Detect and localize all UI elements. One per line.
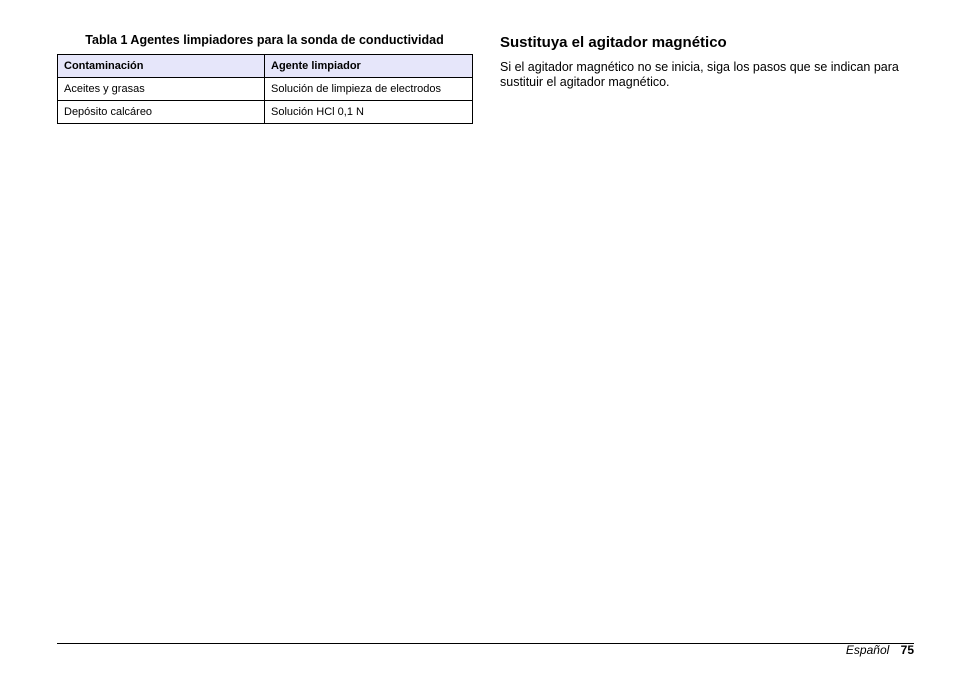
page-number: 75 — [900, 643, 914, 657]
table-cell-agent: Solución HCl 0,1 N — [265, 101, 473, 124]
table-header-row — [58, 55, 473, 78]
header-contamination: Contaminación — [58, 55, 265, 78]
cleaning-agents-table-block — [57, 32, 472, 124]
table-cell-agent: Solución de limpieza de electrodos — [265, 78, 473, 101]
header-cleaning-agent: Agente limpiador — [265, 55, 473, 78]
table-cell-contamination: Aceites y grasas — [58, 78, 265, 101]
section-body-line-2: sustituir el agitador magnético. — [500, 74, 670, 89]
page-footer — [846, 642, 914, 658]
footer-language: Español — [845, 643, 890, 657]
table-cell-contamination: Depósito calcáreo — [58, 101, 265, 124]
section-body-line-1: Si el agitador magnético no se inicia, siga los pasos que se indican para — [500, 60, 899, 74]
table-row — [58, 101, 473, 124]
table-row — [58, 78, 473, 101]
replace-stirrer-section — [500, 33, 920, 89]
section-body — [500, 60, 920, 89]
table-caption: Tabla 1 Agentes limpiadores para la sonda de conductividad — [85, 33, 444, 47]
cleaning-agents-table — [57, 54, 473, 124]
section-title: Sustituya el agitador magnético — [500, 34, 727, 51]
footer-divider — [57, 643, 914, 644]
